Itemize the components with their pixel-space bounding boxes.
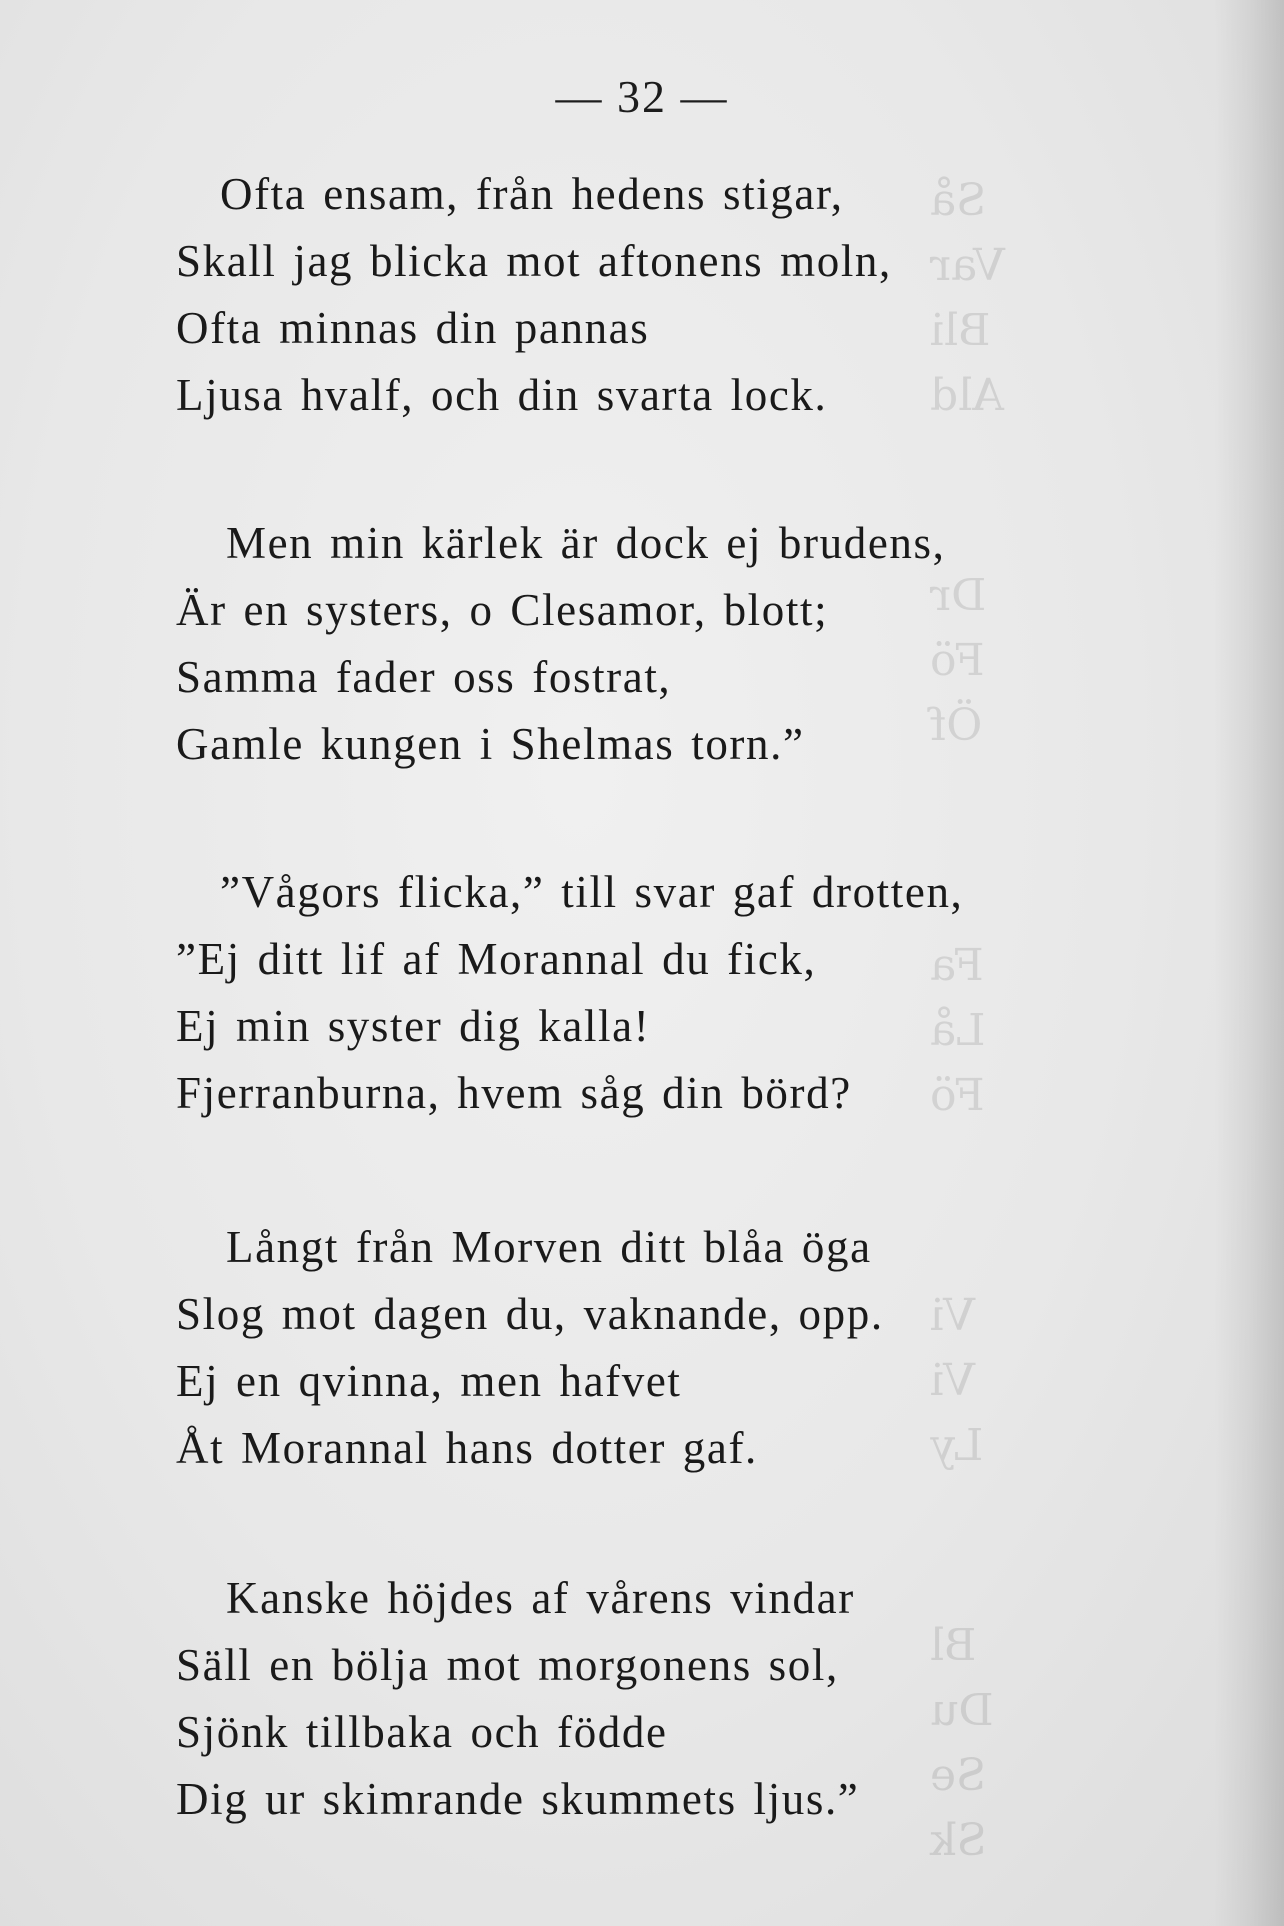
page-gutter-shadow: [1214, 0, 1284, 1926]
poem-line: Säll en bölja mot morgonens sol,: [176, 1640, 839, 1690]
poem-line: Fjerranburna, hvem såg din börd?: [176, 1068, 852, 1118]
poem-line: ”Vågors flicka,” till svar gaf drotten,: [220, 867, 964, 917]
poem-line: Ej min syster dig kalla!: [176, 1001, 651, 1051]
bleed-through-texture: Så Var Bli Ald Dr Fö Öf Fa Lå Fö Vi Vi Ly Bl Du Se Sk: [930, 175, 1006, 1866]
poem-line: Gamle kungen i Shelmas torn.”: [176, 719, 805, 769]
poem-line: Långt från Morven ditt blåa öga: [226, 1222, 872, 1272]
poem-line: Men min kärlek är dock ej brudens,: [226, 518, 946, 568]
poem-line: Ljusa hvalf, och din svarta lock.: [176, 370, 828, 420]
poem-line: Skall jag blicka mot aftonens moln,: [176, 236, 892, 286]
poem-line: Ej en qvinna, men hafvet: [176, 1356, 682, 1406]
page-number: — 32 —: [555, 71, 729, 122]
poem-line: Åt Morannal hans dotter gaf.: [176, 1423, 758, 1473]
poem-line: Sjönk tillbaka och födde: [176, 1707, 668, 1757]
poem-line: Dig ur skimrande skummets ljus.”: [176, 1774, 860, 1824]
poem-line: Är en systers, o Clesamor, blott;: [176, 585, 829, 635]
poem-line: Ofta minnas din pannas: [176, 303, 650, 353]
poem-line: Samma fader oss fostrat,: [176, 652, 672, 702]
poem-line: Kanske höjdes af vårens vindar: [226, 1573, 855, 1623]
poem-line: ”Ej ditt lif af Morannal du fick,: [176, 934, 817, 984]
poem-line: Ofta ensam, från hedens stigar,: [220, 169, 844, 219]
poem-line: Slog mot dagen du, vaknande, opp.: [176, 1289, 884, 1339]
